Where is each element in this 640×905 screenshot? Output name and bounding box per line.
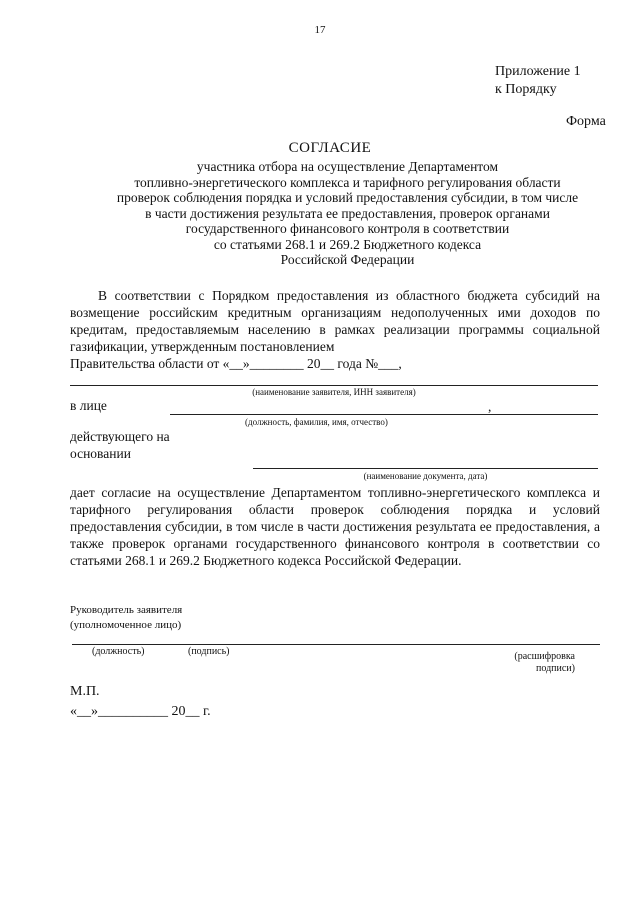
acting-label-line-2: основании bbox=[70, 446, 131, 461]
document-title: СОГЛАСИЕ bbox=[288, 140, 372, 156]
subtitle-line: проверок соблюдения порядка и условий предоставления субсидии, в том числе bbox=[116, 190, 579, 205]
subtitle-line: со статьями 268.1 и 269.2 Бюджетного кодекса bbox=[213, 236, 482, 252]
paragraph-text: В соответствии с Порядком предоставления из областного бюджета субсидий на возмещение российским кредитным организациям недополученных ими доходов по кредитам, предоставляемым населению в рамках реализации программы социальной газификации, утвержденным постановлением bbox=[70, 288, 600, 354]
subtitle-line: участника отбора на осуществление Департаментом bbox=[196, 159, 499, 174]
subtitle-line: государственного финансового контроля в соответствии bbox=[185, 221, 510, 236]
signature-note: (подпись) bbox=[188, 646, 230, 657]
form-label: Форма bbox=[566, 114, 606, 129]
document-line[interactable] bbox=[253, 468, 598, 469]
signature-line[interactable] bbox=[72, 644, 600, 645]
page-number: 17 bbox=[314, 24, 326, 36]
document-subtitle bbox=[40, 159, 640, 268]
signature-head bbox=[70, 603, 182, 633]
applicant-name-line[interactable] bbox=[70, 385, 598, 386]
subtitle-line: топливно-энергетического комплекса и тарифного регулирования области bbox=[134, 174, 561, 190]
comma-mark: , bbox=[488, 399, 492, 414]
person-note: (должность, фамилия, имя, отчество) bbox=[245, 417, 388, 427]
stamp-place-label: М.П. bbox=[70, 684, 100, 699]
date-line: «__»__________ 20__ г. bbox=[70, 704, 211, 719]
consent-intro-paragraph bbox=[70, 287, 600, 372]
acting-label-line-1: действующего на bbox=[70, 429, 170, 444]
applicant-note: (наименование заявителя, ИНН заявителя) bbox=[252, 387, 416, 397]
position-note: (должность) bbox=[92, 646, 145, 657]
subtitle-line: Российской Федерации bbox=[280, 252, 415, 267]
subtitle-line: в части достижения результата ее предоставления, проверок органами bbox=[145, 205, 550, 221]
transcript-note bbox=[480, 651, 575, 675]
appendix-reference bbox=[495, 63, 581, 99]
head-line-2: (уполномоченное лицо) bbox=[70, 619, 182, 631]
transcript-note-line-2: подписи) bbox=[536, 663, 575, 674]
in-person-label: в лице bbox=[70, 398, 107, 413]
appendix-line-1: Приложение 1 bbox=[495, 64, 581, 79]
transcript-note-line-1: (расшифровка bbox=[514, 651, 575, 662]
appendix-line-2: к Порядку bbox=[495, 82, 557, 97]
paragraph-last-line: Правительства области от «__»________ 20__ года №___, bbox=[70, 356, 402, 371]
consent-body-paragraph: дает согласие на осуществление Департаментом топливно-энергетического комплекса и тарифного регулирования области проверок соблюдения порядка и условий предоставления субсидии, в том числе в части достижения результата ее предоставления, а также проверок органами государственного финансового контроля в соответствии со статьями 268.1 и 269.2 Бюджетного кодекса Российской Федерации. bbox=[70, 485, 600, 568]
head-line-1: Руководитель заявителя bbox=[70, 604, 183, 616]
acting-basis-label bbox=[70, 428, 170, 462]
stamp-block bbox=[70, 682, 211, 722]
document-note: (наименование документа, дата) bbox=[363, 471, 488, 481]
person-line[interactable] bbox=[170, 414, 598, 415]
